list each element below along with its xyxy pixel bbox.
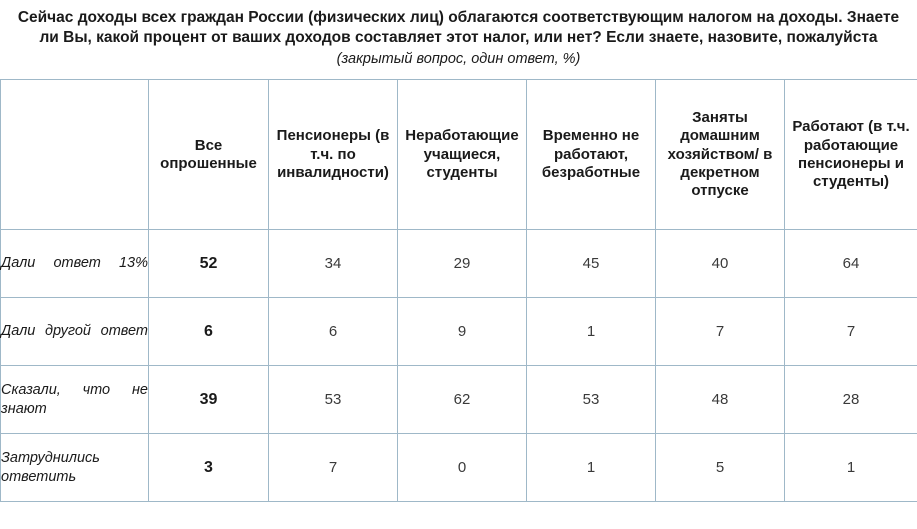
cell-answered13-all: 52 bbox=[149, 230, 269, 298]
table-row bbox=[1, 434, 917, 502]
row-label-answered-13 bbox=[1, 230, 149, 298]
table-row bbox=[1, 366, 917, 434]
row-label-text: Сказали, что не знают bbox=[1, 382, 148, 417]
column-header-all: Все опрошенные bbox=[149, 80, 269, 230]
cell-other-working: 7 bbox=[785, 298, 917, 366]
column-header-pensioners: Пенсионеры (в т.ч. по инвалидности) bbox=[269, 80, 398, 230]
column-header-unemployed: Временно не работают, безработные bbox=[527, 80, 656, 230]
cell-dontknow-unemployed: 53 bbox=[527, 366, 656, 434]
cell-dontknow-all: 39 bbox=[149, 366, 269, 434]
cell-answered13-students: 29 bbox=[398, 230, 527, 298]
cell-dontknow-working: 28 bbox=[785, 366, 917, 434]
cell-hardtoanswer-working: 1 bbox=[785, 434, 917, 502]
row-label-hard-to-answer bbox=[1, 434, 149, 502]
row-label-text: Дали другой ответ bbox=[1, 323, 148, 340]
cell-hardtoanswer-all: 3 bbox=[149, 434, 269, 502]
table-header bbox=[1, 80, 917, 230]
cell-answered13-unemployed: 45 bbox=[527, 230, 656, 298]
cell-other-all: 6 bbox=[149, 298, 269, 366]
cell-other-homemakers: 7 bbox=[656, 298, 785, 366]
table-row bbox=[1, 230, 917, 298]
column-header-working: Работают (в т.ч. работающие пенсионеры и студенты) bbox=[785, 80, 917, 230]
row-label-other-answer bbox=[1, 298, 149, 366]
column-header-students: Неработающие учащиеся, студенты bbox=[398, 80, 527, 230]
cell-answered13-working: 64 bbox=[785, 230, 917, 298]
cell-hardtoanswer-homemakers: 5 bbox=[656, 434, 785, 502]
cell-other-students: 9 bbox=[398, 298, 527, 366]
row-label-text: Дали ответ 13% bbox=[1, 255, 148, 272]
table-row bbox=[1, 298, 917, 366]
column-header-homemakers: Заняты домашним хозяйством/ в декретном отпуске bbox=[656, 80, 785, 230]
page-title-note: (закрытый вопрос, один ответ, %) bbox=[336, 50, 581, 67]
table-corner-cell bbox=[1, 80, 149, 230]
cell-other-pensioners: 6 bbox=[269, 298, 398, 366]
cell-dontknow-pensioners: 53 bbox=[269, 366, 398, 434]
row-label-dont-know bbox=[1, 366, 149, 434]
cell-other-unemployed: 1 bbox=[527, 298, 656, 366]
header-row bbox=[1, 80, 917, 230]
cell-answered13-homemakers: 40 bbox=[656, 230, 785, 298]
poll-table bbox=[0, 79, 917, 502]
cell-hardtoanswer-pensioners: 7 bbox=[269, 434, 398, 502]
cell-answered13-pensioners: 34 bbox=[269, 230, 398, 298]
page-title bbox=[0, 0, 917, 79]
cell-hardtoanswer-students: 0 bbox=[398, 434, 527, 502]
cell-hardtoanswer-unemployed: 1 bbox=[527, 434, 656, 502]
row-label-text: Затруднились ответить bbox=[1, 450, 100, 485]
cell-dontknow-students: 62 bbox=[398, 366, 527, 434]
table-body bbox=[1, 230, 917, 502]
cell-dontknow-homemakers: 48 bbox=[656, 366, 785, 434]
page-title-main: Сейчас доходы всех граждан России (физических лиц) облагаются соответствующим налогом на доходы. Знаете ли Вы, какой процент от ваших доходов составляет этот налог, или нет? Если знаете, назовите, пожалуйста bbox=[17, 9, 900, 47]
